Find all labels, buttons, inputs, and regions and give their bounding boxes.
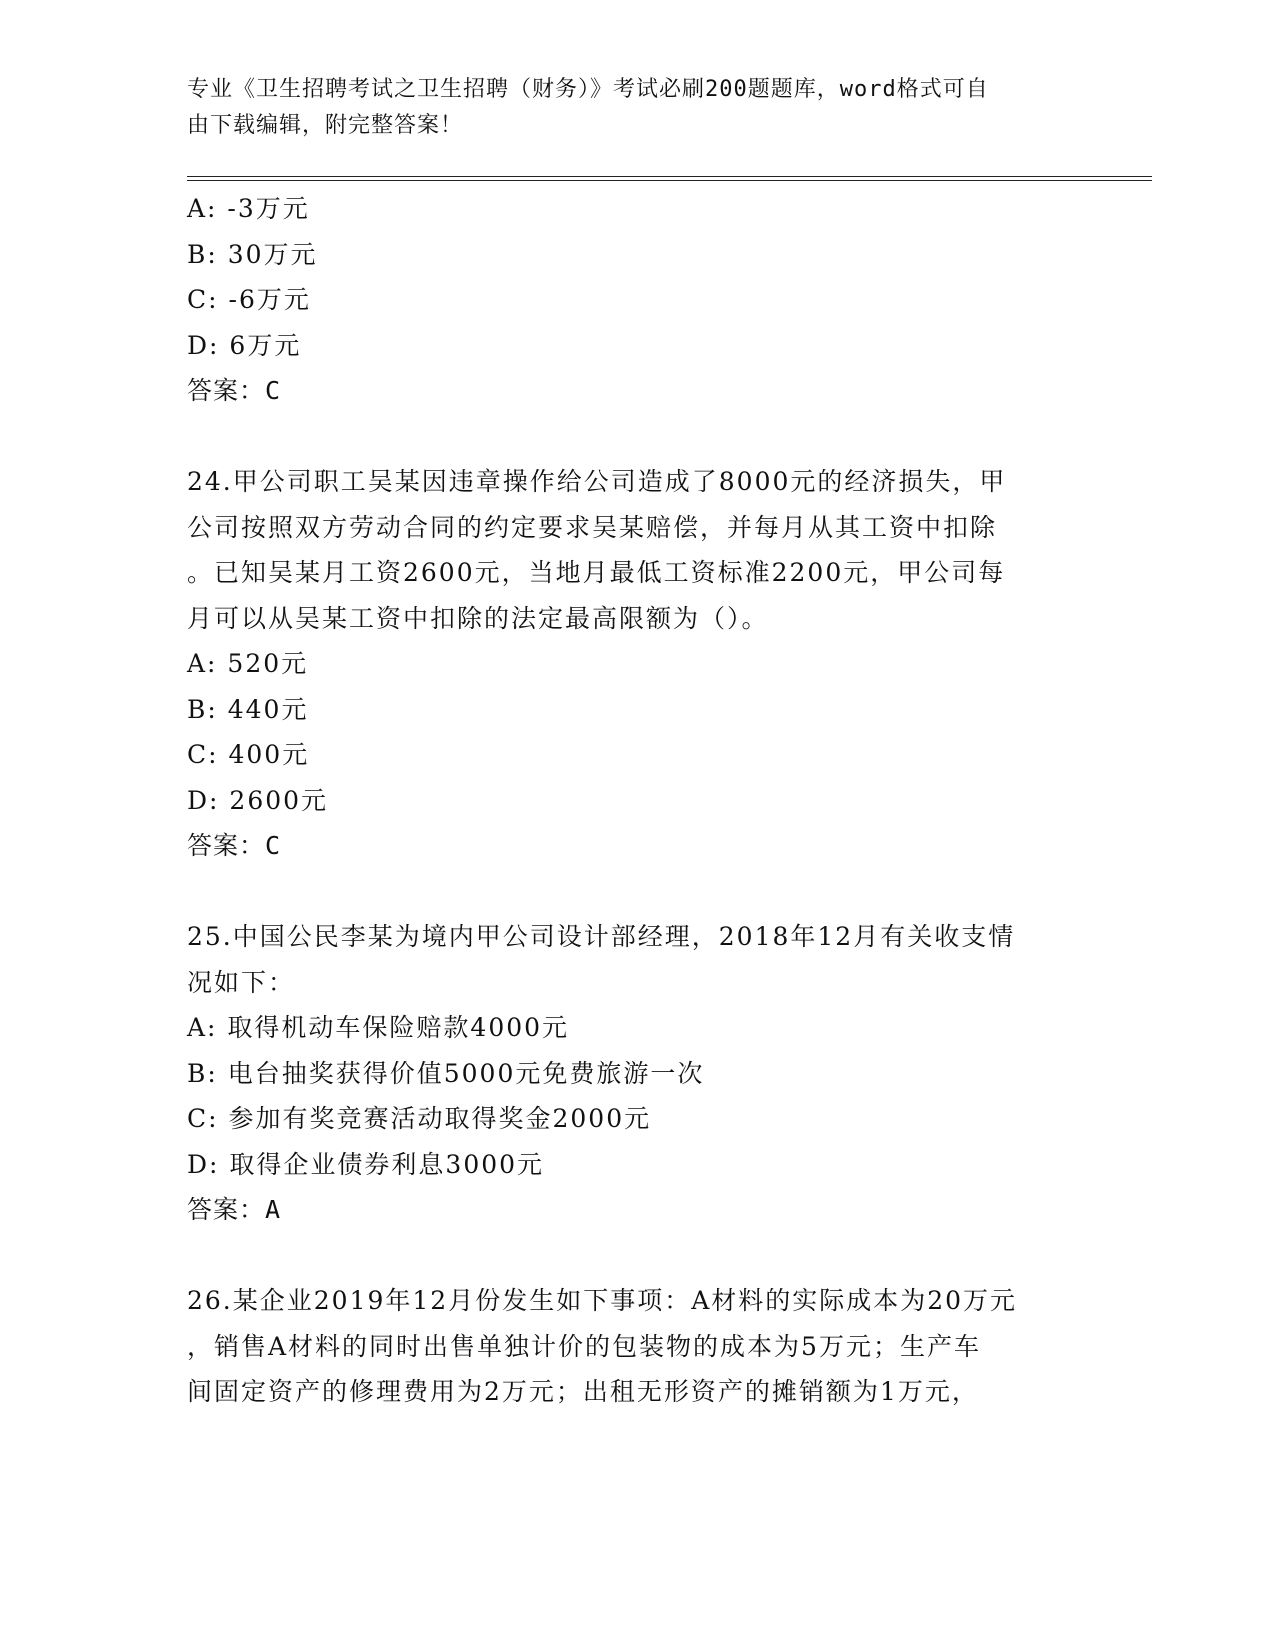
option-c: C: 参加有奖竞赛活动取得奖金2000元	[187, 1104, 652, 1133]
answer-line: 答案：C	[187, 831, 282, 860]
question-24	[187, 459, 1087, 869]
spacer	[187, 414, 1087, 460]
option-a: A: 取得机动车保险赔款4000元	[187, 1013, 570, 1042]
header-line: 专业《卫生招聘考试之卫生招聘（财务）》考试必刷200题题库，word格式可自	[187, 77, 989, 102]
question-26	[187, 1278, 1087, 1415]
question-text-line: 。已知吴某月工资2600元，当地月最低工资标准2200元，甲公司每	[187, 558, 1006, 587]
option-a: A: 520元	[187, 649, 309, 678]
option-d: D: 取得企业债券利息3000元	[187, 1149, 545, 1179]
option-c: C: -6万元	[187, 285, 311, 314]
option-b: B: 30万元	[187, 239, 318, 269]
option-b: B: 电台抽奖获得价值5000元免费旅游一次	[187, 1058, 705, 1088]
option-d: D: 2600元	[187, 785, 329, 815]
question-text-line: 公司按照双方劳动合同的约定要求吴某赔偿，并每月从其工资中扣除	[187, 512, 998, 542]
option-c: C: 400元	[187, 740, 310, 769]
question-text-line: 26.某企业2019年12月份发生如下事项：A材料的实际成本为20万元	[187, 1286, 1018, 1315]
spacer	[187, 869, 1087, 915]
question-23-continued	[187, 186, 1087, 414]
option-d: D: 6万元	[187, 330, 302, 360]
question-text-line: 24.甲公司职工吴某因违章操作给公司造成了8000元的经济损失，甲	[187, 467, 1007, 496]
spacer	[187, 1233, 1087, 1279]
answer-line: 答案：C	[187, 376, 282, 405]
answer-line: 答案：A	[187, 1195, 282, 1224]
question-text-line: 25.中国公民李某为境内甲公司设计部经理，2018年12月有关收支情	[187, 922, 1016, 951]
header-divider	[187, 176, 1152, 181]
question-text-line: 月可以从吴某工资中扣除的法定最高限额为（）。	[187, 603, 769, 633]
document-body	[187, 186, 1087, 1415]
question-text-line: 况如下：	[187, 967, 296, 997]
page-header	[187, 72, 1067, 144]
option-a: A: -3万元	[187, 194, 310, 223]
question-25	[187, 914, 1087, 1233]
header-line: 由下载编辑，附完整答案！	[187, 113, 464, 138]
question-text-line: 间固定资产的修理费用为2万元；出租无形资产的摊销额为1万元，	[187, 1377, 979, 1406]
question-text-line: ，销售A材料的同时出售单独计价的包装物的成本为5万元；生产车	[187, 1331, 981, 1361]
option-b: B: 440元	[187, 694, 309, 724]
